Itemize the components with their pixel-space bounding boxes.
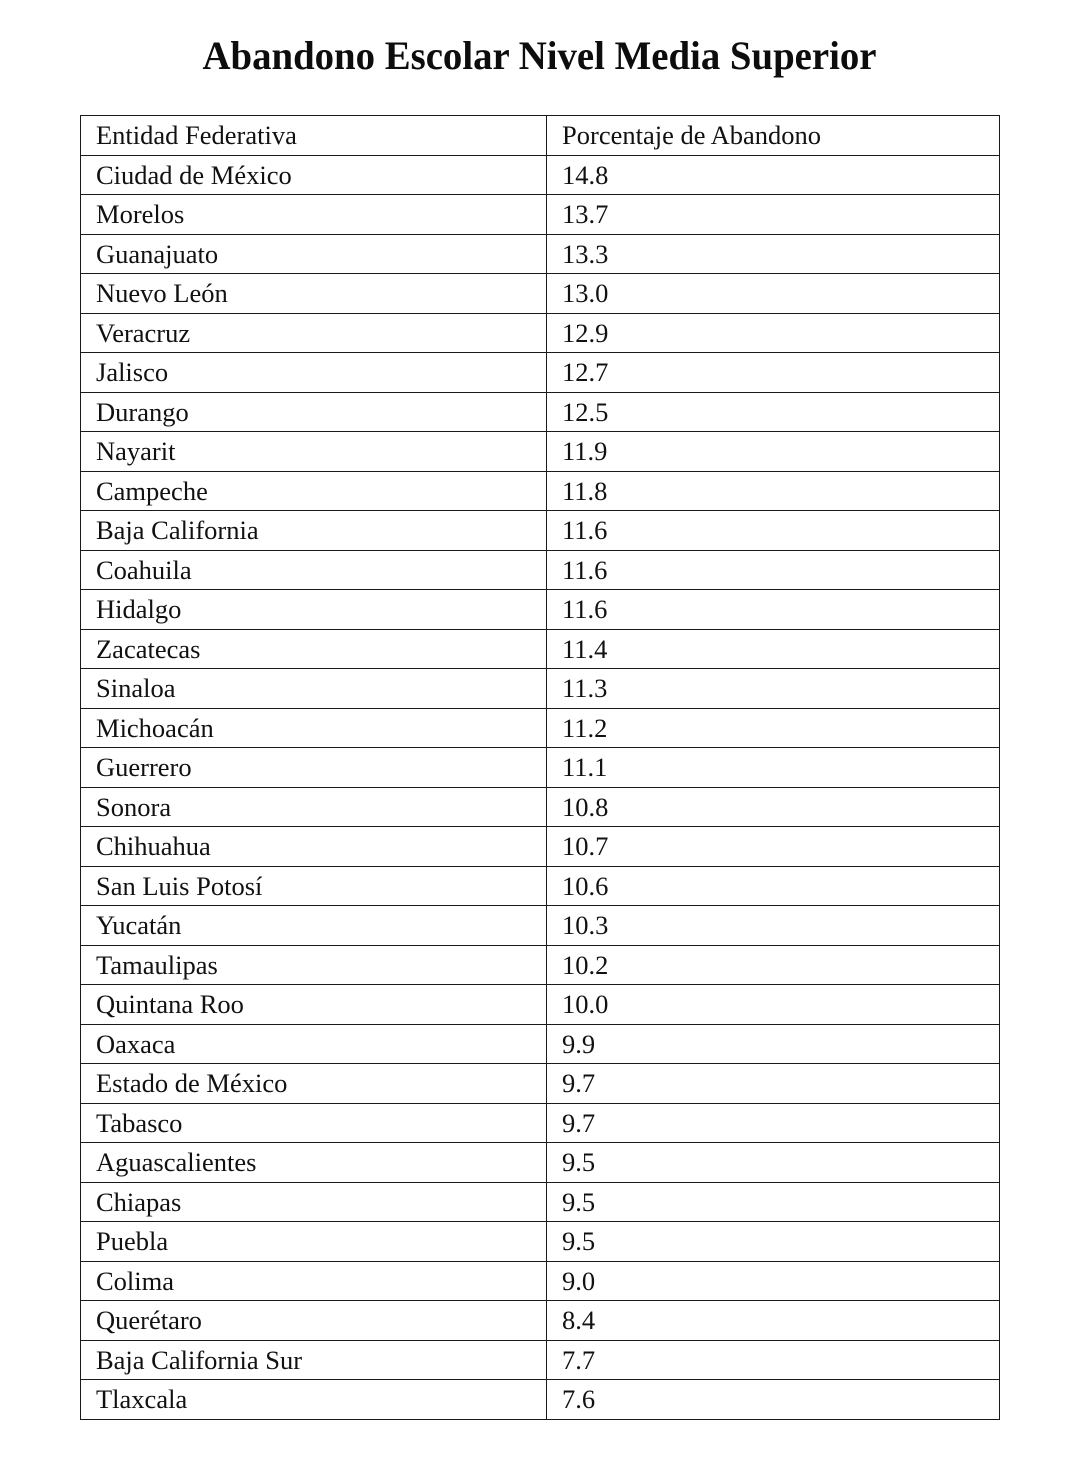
entidad-cell: Sonora: [81, 787, 547, 827]
table-row: [81, 708, 1000, 748]
table-row: [81, 155, 1000, 195]
table-row: [81, 1301, 1000, 1341]
table-row: [81, 274, 1000, 314]
table-row: [81, 1182, 1000, 1222]
porcentaje-cell: 10.8: [547, 787, 1000, 827]
header-entidad-federativa: Entidad Federativa: [81, 116, 547, 156]
table-row: [81, 629, 1000, 669]
entidad-cell: Morelos: [81, 195, 547, 235]
entidad-cell: Chihuahua: [81, 827, 547, 867]
porcentaje-cell: 11.2: [547, 708, 1000, 748]
entidad-cell: Guanajuato: [81, 234, 547, 274]
porcentaje-cell: 7.7: [547, 1340, 1000, 1380]
porcentaje-cell: 10.0: [547, 985, 1000, 1025]
entidad-cell: Tabasco: [81, 1103, 547, 1143]
porcentaje-cell: 11.9: [547, 432, 1000, 472]
entidad-cell: Nayarit: [81, 432, 547, 472]
porcentaje-cell: 11.1: [547, 748, 1000, 788]
entidad-cell: Durango: [81, 392, 547, 432]
porcentaje-cell: 9.0: [547, 1261, 1000, 1301]
entidad-cell: Chiapas: [81, 1182, 547, 1222]
entidad-cell: Ciudad de México: [81, 155, 547, 195]
entidad-cell: Colima: [81, 1261, 547, 1301]
entidad-cell: Jalisco: [81, 353, 547, 393]
table-row: [81, 313, 1000, 353]
table-row: [81, 234, 1000, 274]
porcentaje-cell: 11.8: [547, 471, 1000, 511]
porcentaje-cell: 12.9: [547, 313, 1000, 353]
entidad-cell: Hidalgo: [81, 590, 547, 630]
document-title: Abandono Escolar Nivel Media Superior: [202, 33, 877, 78]
entidad-cell: Baja California: [81, 511, 547, 551]
entidad-cell: Quintana Roo: [81, 985, 547, 1025]
table-row: [81, 669, 1000, 709]
porcentaje-cell: 12.5: [547, 392, 1000, 432]
entidad-cell: Tamaulipas: [81, 945, 547, 985]
table-row: [81, 787, 1000, 827]
entidad-cell: Querétaro: [81, 1301, 547, 1341]
entidad-cell: Campeche: [81, 471, 547, 511]
porcentaje-cell: 9.5: [547, 1222, 1000, 1262]
porcentaje-cell: 13.7: [547, 195, 1000, 235]
table-row: [81, 866, 1000, 906]
table-row: [81, 1024, 1000, 1064]
table-row: [81, 1222, 1000, 1262]
table-row: [81, 1261, 1000, 1301]
entidad-cell: Sinaloa: [81, 669, 547, 709]
table-row: [81, 195, 1000, 235]
entidad-cell: Nuevo León: [81, 274, 547, 314]
entidad-cell: Yucatán: [81, 906, 547, 946]
porcentaje-cell: 14.8: [547, 155, 1000, 195]
porcentaje-cell: 10.3: [547, 906, 1000, 946]
entidad-cell: Puebla: [81, 1222, 547, 1262]
entidad-cell: Baja California Sur: [81, 1340, 547, 1380]
porcentaje-cell: 9.7: [547, 1064, 1000, 1104]
table-row: [81, 1380, 1000, 1420]
table-row: [81, 985, 1000, 1025]
table-header-row: [81, 116, 1000, 156]
entidad-cell: Guerrero: [81, 748, 547, 788]
table-row: [81, 945, 1000, 985]
header-porcentaje-abandono: Porcentaje de Abandono: [547, 116, 1000, 156]
porcentaje-cell: 10.6: [547, 866, 1000, 906]
entidad-cell: Coahuila: [81, 550, 547, 590]
table-row: [81, 1064, 1000, 1104]
table-row: [81, 1143, 1000, 1183]
abandono-table: [80, 115, 1000, 1420]
entidad-cell: Veracruz: [81, 313, 547, 353]
porcentaje-cell: 13.0: [547, 274, 1000, 314]
porcentaje-cell: 9.7: [547, 1103, 1000, 1143]
table-row: [81, 748, 1000, 788]
table-row: [81, 550, 1000, 590]
porcentaje-cell: 11.4: [547, 629, 1000, 669]
entidad-cell: Zacatecas: [81, 629, 547, 669]
table-row: [81, 471, 1000, 511]
porcentaje-cell: 11.3: [547, 669, 1000, 709]
table-row: [81, 432, 1000, 472]
table-row: [81, 827, 1000, 867]
entidad-cell: Oaxaca: [81, 1024, 547, 1064]
porcentaje-cell: 11.6: [547, 590, 1000, 630]
porcentaje-cell: 9.5: [547, 1143, 1000, 1183]
entidad-cell: Tlaxcala: [81, 1380, 547, 1420]
porcentaje-cell: 10.2: [547, 945, 1000, 985]
porcentaje-cell: 11.6: [547, 511, 1000, 551]
entidad-cell: Aguascalientes: [81, 1143, 547, 1183]
entidad-cell: San Luis Potosí: [81, 866, 547, 906]
porcentaje-cell: 11.6: [547, 550, 1000, 590]
table-row: [81, 353, 1000, 393]
table-row: [81, 511, 1000, 551]
table-row: [81, 590, 1000, 630]
porcentaje-cell: 9.9: [547, 1024, 1000, 1064]
porcentaje-cell: 8.4: [547, 1301, 1000, 1341]
porcentaje-cell: 12.7: [547, 353, 1000, 393]
entidad-cell: Estado de México: [81, 1064, 547, 1104]
table-row: [81, 906, 1000, 946]
table-row: [81, 1340, 1000, 1380]
porcentaje-cell: 9.5: [547, 1182, 1000, 1222]
porcentaje-cell: 10.7: [547, 827, 1000, 867]
table-row: [81, 1103, 1000, 1143]
entidad-cell: Michoacán: [81, 708, 547, 748]
porcentaje-cell: 7.6: [547, 1380, 1000, 1420]
porcentaje-cell: 13.3: [547, 234, 1000, 274]
table-row: [81, 392, 1000, 432]
